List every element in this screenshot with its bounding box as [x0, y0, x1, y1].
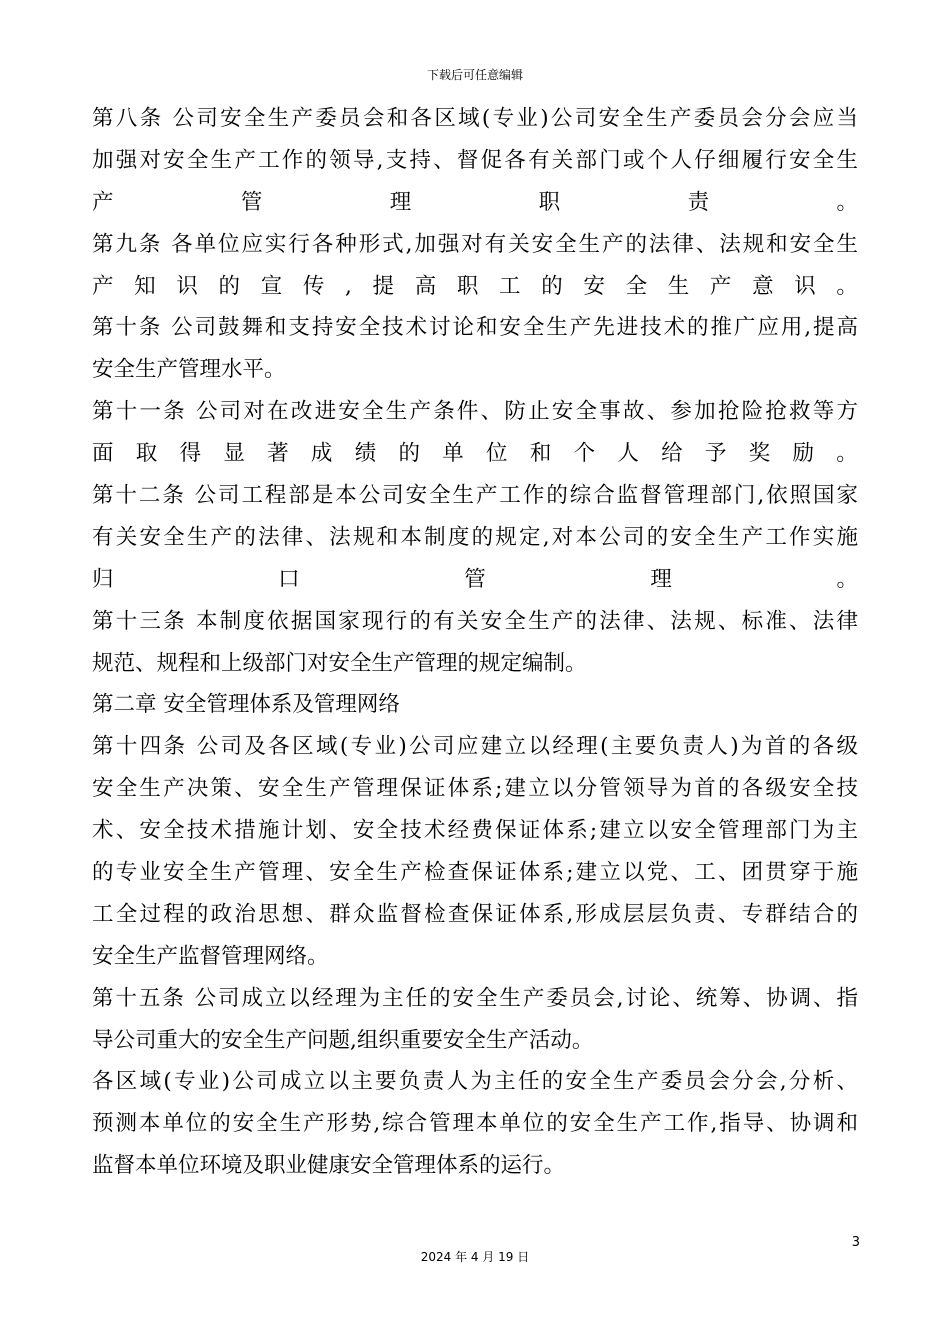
- text-char: 高: [414, 273, 437, 299]
- text-char: 宣: [260, 273, 283, 299]
- text-char: ,: [345, 273, 352, 299]
- text-char: 人: [617, 441, 639, 467]
- text-char: 意: [752, 273, 774, 299]
- text-line: 安全生产决策、安全生产管理保证体系;建立以分管领导为首的各级安全技: [92, 776, 858, 802]
- text-char: 单: [442, 441, 464, 467]
- text-char: 口: [278, 566, 300, 592]
- text-line: 加强对安全生产工作的领导,支持、督促各有关部门或个人仔细履行安全生: [92, 147, 858, 173]
- text-char: 管: [464, 566, 486, 592]
- text-char: 识: [176, 273, 198, 299]
- text-line: [92, 182, 858, 224]
- text-char: 产: [92, 273, 114, 299]
- text-char: 归: [92, 566, 114, 592]
- text-char: 。: [836, 273, 858, 299]
- text-line: 的专业安全生产管理、安全生产检查保证体系;建立以党、工、团贯穿于施: [92, 860, 858, 886]
- text-line: 预测本单位的安全生产形势,综合管理本单位的安全生产工作,指导、协调和: [92, 1111, 858, 1137]
- text-char: 理: [650, 566, 672, 592]
- document-body: [92, 98, 858, 1187]
- text-char: 著: [267, 441, 289, 467]
- text-char: 予: [704, 441, 727, 467]
- text-line: [92, 559, 858, 601]
- text-line: 第十四条 公司及各区域(专业)公司应建立以经理(主要负责人)为首的各级: [92, 734, 858, 760]
- text-char: 显: [223, 441, 245, 467]
- text-char: 面: [92, 441, 114, 467]
- page-header-note: 下载后可任意编辑: [426, 68, 523, 82]
- text-char: 的: [218, 273, 241, 299]
- text-char: 全: [625, 273, 648, 299]
- text-char: 取: [135, 441, 158, 467]
- text-char: 职: [456, 273, 479, 299]
- text-char: 知: [134, 273, 156, 299]
- text-char: 给: [661, 441, 683, 467]
- text-line: 第十二条 公司工程部是本公司安全生产工作的综合监督管理部门,依照国家: [92, 483, 858, 509]
- text-char: 的: [541, 273, 563, 299]
- text-line: 规范、规程和上级部门对安全生产管理的规定编制。: [92, 650, 587, 676]
- text-char: 和: [529, 441, 552, 467]
- footer-date: 2024 年 4 月 19 日: [420, 1250, 530, 1264]
- page-number: 3: [851, 1235, 860, 1250]
- text-line: 第十三条 本制度依据国家现行的有关安全生产的法律、法规、标准、法律: [92, 608, 858, 634]
- text-char: 绩: [354, 441, 377, 467]
- text-char: 提: [372, 273, 395, 299]
- text-line: 各区域(专业)公司成立以主要负责人为主任的安全生产委员会分会,分析、: [92, 1069, 858, 1095]
- text-line: 第十一条 公司对在改进安全生产条件、防止安全事故、参加抢险抢救等方: [92, 399, 858, 425]
- text-line: 第十五条 公司成立以经理为主任的安全生产委员会,讨论、统筹、协调、指: [92, 985, 858, 1011]
- text-line: [92, 433, 858, 475]
- text-char: 职: [538, 189, 561, 215]
- text-char: 。: [836, 566, 858, 592]
- text-char: 奖: [748, 441, 771, 467]
- text-char: 责: [687, 189, 710, 215]
- text-line: 第九条 各单位应实行各种形式,加强对有关安全生产的法律、法规和安全生: [92, 231, 858, 257]
- text-line: 安全生产管理水平。: [92, 357, 286, 383]
- text-char: 产: [92, 189, 114, 215]
- text-char: 理: [389, 189, 412, 215]
- text-line: 工全过程的政治思想、群众监督检查保证体系,形成层层负责、专群结合的: [92, 901, 858, 927]
- text-char: 个: [573, 441, 596, 467]
- text-char: 生: [667, 273, 690, 299]
- text-char: 。: [836, 189, 858, 215]
- text-line: 第八条 公司安全生产委员会和各区域(专业)公司安全生产委员会分会应当: [92, 106, 858, 131]
- text-char: 识: [794, 273, 816, 299]
- text-line: 第二章 安全管理体系及管理网络: [92, 692, 400, 718]
- text-char: 安: [583, 273, 605, 299]
- text-line: 第十条 公司鼓舞和支持安全技术讨论和安全生产先进技术的推广应用,提高: [92, 315, 858, 341]
- text-line: 术、安全技术措施计划、安全技术经费保证体系;建立以安全管理部门为主: [92, 818, 858, 844]
- text-line: [92, 266, 858, 308]
- text-char: 成: [310, 441, 333, 467]
- text-line: 安全生产监督管理网络。: [92, 943, 329, 969]
- text-char: 励: [792, 441, 815, 467]
- text-char: 。: [836, 441, 858, 467]
- text-line: 监督本单位环境及职业健康安全管理体系的运行。: [92, 1153, 566, 1179]
- text-char: 的: [398, 441, 420, 467]
- text-line: 导公司重大的安全生产问题,组织重要安全生产活动。: [92, 1027, 594, 1053]
- text-char: 产: [709, 273, 732, 299]
- text-char: 位: [486, 441, 508, 467]
- text-char: 工: [499, 273, 521, 299]
- text-line: 有关安全生产的法律、法规和本制度的规定,对本公司的安全生产工作实施: [92, 524, 858, 550]
- text-char: 传: [302, 273, 325, 299]
- text-char: 管: [240, 189, 263, 215]
- text-char: 得: [179, 441, 202, 467]
